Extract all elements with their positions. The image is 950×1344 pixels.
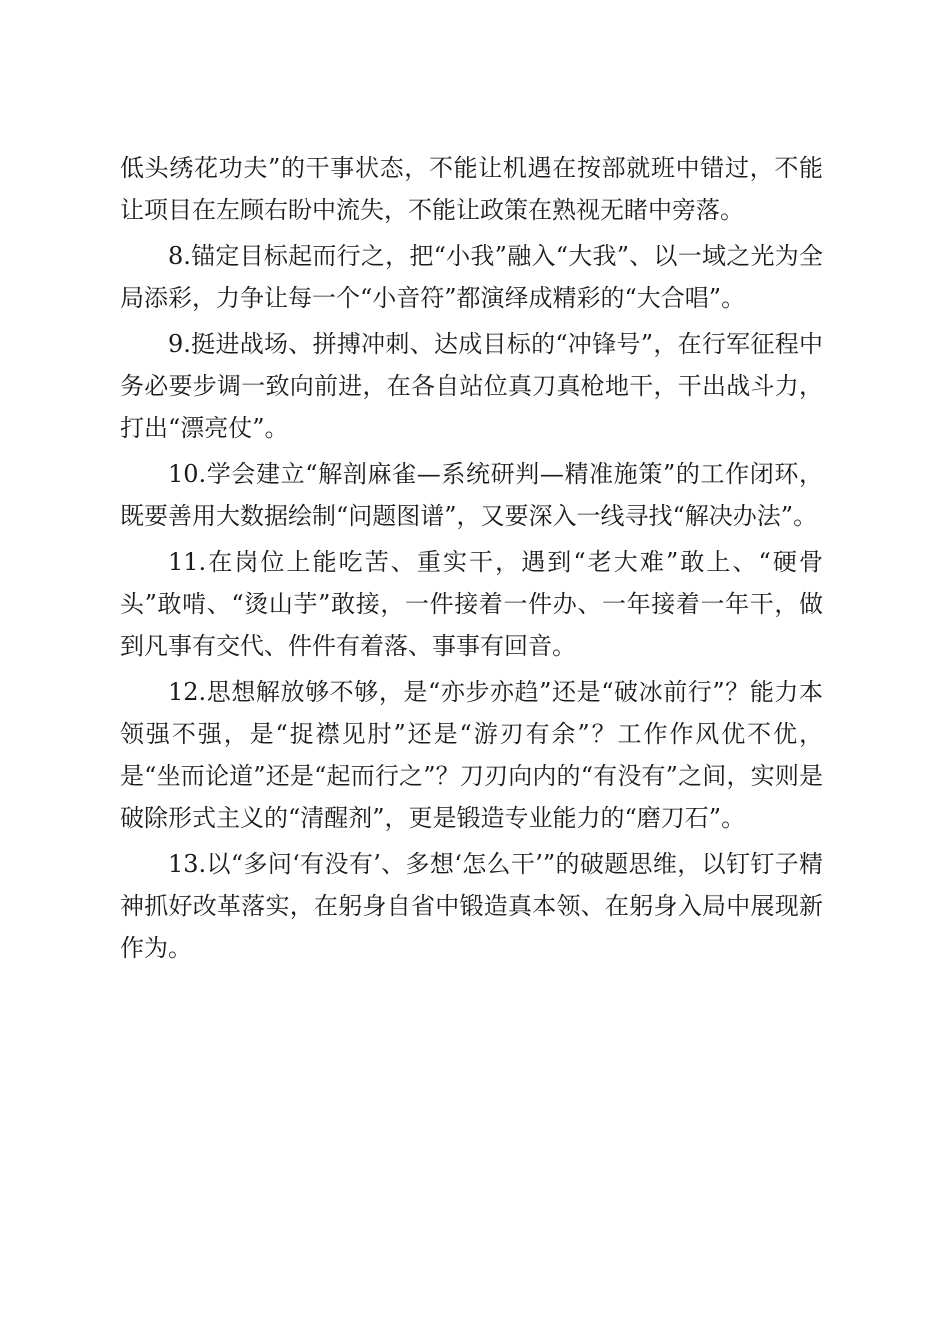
paragraph-item-12: 12.思想解放够不够，是“亦步亦趋”还是“破冰前行”？能力本领强不强，是“捉襟见肘”还是“游刃有余”？工作作风优不优，是“坐而论道”还是“起而行之”？刀刃向内的“有没有”之间，实则是破除形式主义的“清醒剂”，更是锻造专业能力的“磨刀石”。 <box>120 678 823 832</box>
document-body <box>120 147 823 973</box>
paragraph-item-8: 8.锚定目标起而行之，把“小我”融入“大我”、以一域之光为全局添彩，力争让每一个“小音符”都演绎成精彩的“大合唱”。 <box>120 242 823 312</box>
paragraph-item-11: 11.在岗位上能吃苦、重实干，遇到“老大难”敢上、“硬骨头”敢啃、“烫山芋”敢接，一件接着一件办、一年接着一年干，做到凡事有交代、件件有着落、事事有回音。 <box>120 548 823 660</box>
paragraph-item-13: 13.以“多问‘有没有’、多想‘怎么干’”的破题思维，以钉钉子精神抓好改革落实，在躬身自省中锻造真本领、在躬身入局中展现新作为。 <box>120 850 823 962</box>
paragraph-item-9: 9.挺进战场、拼搏冲刺、达成目标的“冲锋号”，在行军征程中务必要步调一致向前进，在各自站位真刀真枪地干，干出战斗力，打出“漂亮仗”。 <box>120 330 823 442</box>
paragraph-continuation: 低头绣花功夫”的干事状态，不能让机遇在按部就班中错过，不能让项目在左顾右盼中流失，不能让政策在熟视无睹中旁落。 <box>120 154 823 224</box>
paragraph-item-10: 10.学会建立“解剖麻雀—系统研判—精准施策”的工作闭环，既要善用大数据绘制“问题图谱”，又要深入一线寻找“解决办法”。 <box>120 460 823 530</box>
